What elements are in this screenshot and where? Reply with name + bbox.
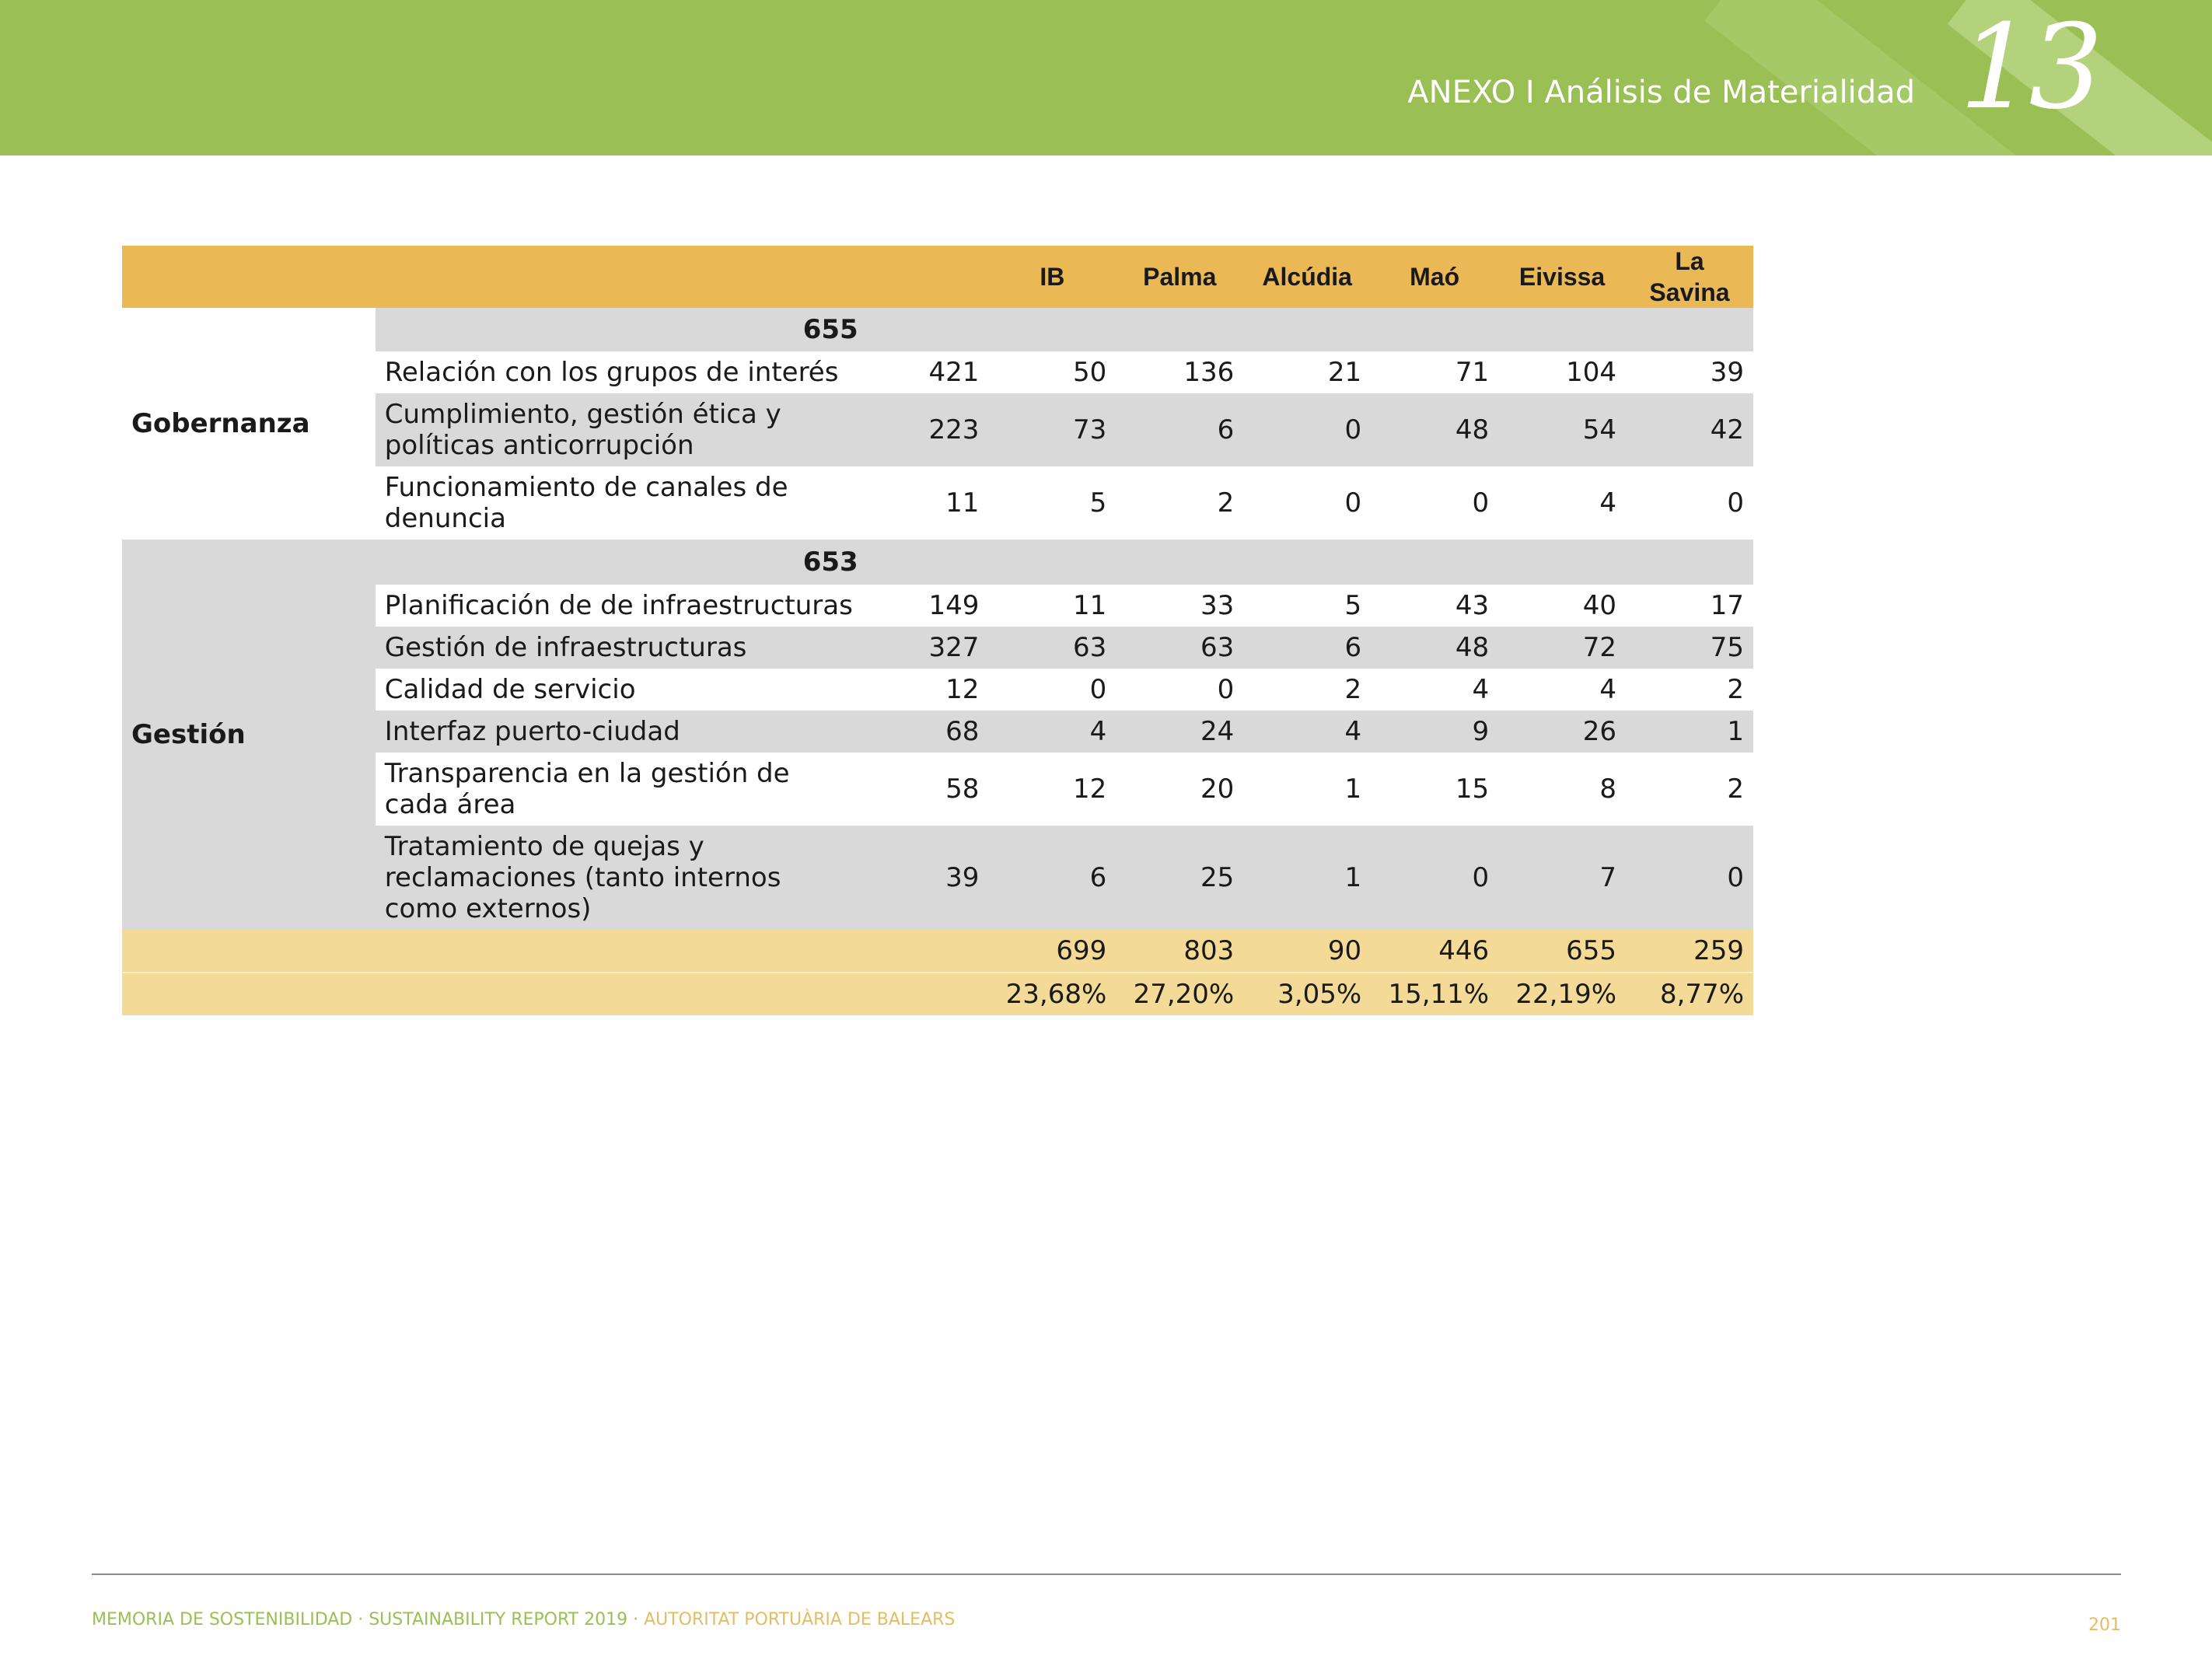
table-cell: 2 — [1626, 753, 1753, 826]
table-cell: 72 — [1498, 627, 1626, 669]
row-total: 223 — [868, 393, 989, 466]
table-cell: 73 — [988, 393, 1116, 466]
topic-label: Relación con los grupos de interés — [376, 351, 868, 393]
table-cell: 4 — [988, 711, 1116, 753]
table-cell: 17 — [1626, 585, 1753, 627]
table-cell: 33 — [1116, 585, 1243, 627]
table-cell: 6 — [988, 826, 1116, 930]
totals-row — [122, 930, 1753, 973]
row-total: 11 — [868, 466, 989, 540]
topic-label: Cumplimiento, gestión ética y políticas anticorrupción — [376, 393, 868, 466]
table-cell: 43 — [1371, 585, 1498, 627]
total-cell: 90 — [1243, 930, 1371, 973]
table-cell: 21 — [1243, 351, 1371, 393]
topic-label: Calidad de servicio — [376, 669, 868, 711]
column-header: Palma — [1116, 246, 1243, 308]
page-header — [0, 0, 2212, 155]
table-cell: 2 — [1626, 669, 1753, 711]
table-cell: 24 — [1116, 711, 1243, 753]
table-cell: 0 — [1371, 826, 1498, 930]
table-cell: 0 — [1626, 826, 1753, 930]
table-cell: 63 — [988, 627, 1116, 669]
section-title: ANEXO I Análisis de Materialidad — [1407, 75, 1915, 110]
table-cell: 1 — [1243, 826, 1371, 930]
percentage-cell: 3,05% — [1243, 973, 1371, 1015]
column-header: Alcúdia — [1243, 246, 1371, 308]
percentage-cell: 15,11% — [1371, 973, 1498, 1015]
table-cell: 50 — [988, 351, 1116, 393]
percentage-cell: 22,19% — [1498, 973, 1626, 1015]
column-header: IB — [988, 246, 1116, 308]
row-total: 68 — [868, 711, 989, 753]
total-cell: 655 — [1498, 930, 1626, 973]
table-cell: 6 — [1243, 627, 1371, 669]
table-cell: 5 — [1243, 585, 1371, 627]
table-cell: 7 — [1498, 826, 1626, 930]
table-cell: 39 — [1626, 351, 1753, 393]
table-cell: 71 — [1371, 351, 1498, 393]
row-total: 149 — [868, 585, 989, 627]
category-label: Gobernanza — [122, 308, 376, 540]
table-cell: 2 — [1243, 669, 1371, 711]
topic-label: Transparencia en la gestión de cada área — [376, 753, 868, 826]
table-cell: 26 — [1498, 711, 1626, 753]
table-cell: 0 — [1243, 466, 1371, 540]
table-cell: 4 — [1243, 711, 1371, 753]
page-number: 201 — [2088, 1615, 2121, 1635]
table-cell: 0 — [1371, 466, 1498, 540]
footer-divider — [92, 1573, 2121, 1575]
table-cell: 48 — [1371, 627, 1498, 669]
table-cell: 1 — [1626, 711, 1753, 753]
row-total: 421 — [868, 351, 989, 393]
table-cell: 4 — [1498, 669, 1626, 711]
percentage-cell: 23,68% — [988, 973, 1116, 1015]
table-cell: 75 — [1626, 627, 1753, 669]
table-cell: 11 — [988, 585, 1116, 627]
table-cell: 12 — [988, 753, 1116, 826]
table-cell: 4 — [1371, 669, 1498, 711]
table-cell: 5 — [988, 466, 1116, 540]
table-cell: 48 — [1371, 393, 1498, 466]
subtotal-value: 655 — [376, 308, 868, 351]
table-cell: 20 — [1116, 753, 1243, 826]
table-cell: 25 — [1116, 826, 1243, 930]
table-cell: 4 — [1498, 466, 1626, 540]
topic-label: Gestión de infraestructuras — [376, 627, 868, 669]
table-cell: 1 — [1243, 753, 1371, 826]
category-label: Gestión — [122, 540, 376, 930]
footer-text — [92, 1610, 955, 1629]
table-header-row — [122, 246, 1753, 308]
table-cell: 9 — [1371, 711, 1498, 753]
total-cell: 446 — [1371, 930, 1498, 973]
column-header: Eivissa — [1498, 246, 1626, 308]
table-cell: 104 — [1498, 351, 1626, 393]
table-cell: 0 — [1243, 393, 1371, 466]
table-cell: 42 — [1626, 393, 1753, 466]
topic-label: Funcionamiento de canales de denuncia — [376, 466, 868, 540]
row-total: 327 — [868, 627, 989, 669]
table-cell: 8 — [1498, 753, 1626, 826]
table-cell: 136 — [1116, 351, 1243, 393]
table-cell: 54 — [1498, 393, 1626, 466]
column-header: Maó — [1371, 246, 1498, 308]
percentage-cell: 8,77% — [1626, 973, 1753, 1015]
row-total: 12 — [868, 669, 989, 711]
percentage-row — [122, 973, 1753, 1015]
percentage-cell: 27,20% — [1116, 973, 1243, 1015]
chapter-number: 13 — [1959, 0, 2098, 135]
table-cell: 6 — [1116, 393, 1243, 466]
table-cell: 15 — [1371, 753, 1498, 826]
subtotal-row — [122, 308, 1753, 351]
topic-label: Tratamiento de quejas y reclamaciones (tanto internos como externos) — [376, 826, 868, 930]
row-total: 58 — [868, 753, 989, 826]
total-cell: 803 — [1116, 930, 1243, 973]
row-total: 39 — [868, 826, 989, 930]
table-cell: 0 — [1116, 669, 1243, 711]
organization-name: AUTORITAT PORTUÀRIA DE BALEARS — [644, 1610, 956, 1629]
column-header: La Savina — [1626, 246, 1753, 308]
table-cell: 40 — [1498, 585, 1626, 627]
topic-label: Planificación de de infraestructuras — [376, 585, 868, 627]
table-cell: 63 — [1116, 627, 1243, 669]
table-cell: 2 — [1116, 466, 1243, 540]
topic-label: Interfaz puerto-ciudad — [376, 711, 868, 753]
total-cell: 259 — [1626, 930, 1753, 973]
materiality-table — [122, 246, 1753, 1015]
table-cell: 0 — [988, 669, 1116, 711]
subtotal-value: 653 — [376, 540, 868, 585]
table-cell: 0 — [1626, 466, 1753, 540]
total-cell: 699 — [988, 930, 1116, 973]
report-name: MEMORIA DE SOSTENIBILIDAD · SUSTAINABILITY REPORT 2019 · — [92, 1610, 645, 1629]
subtotal-row — [122, 540, 1753, 585]
